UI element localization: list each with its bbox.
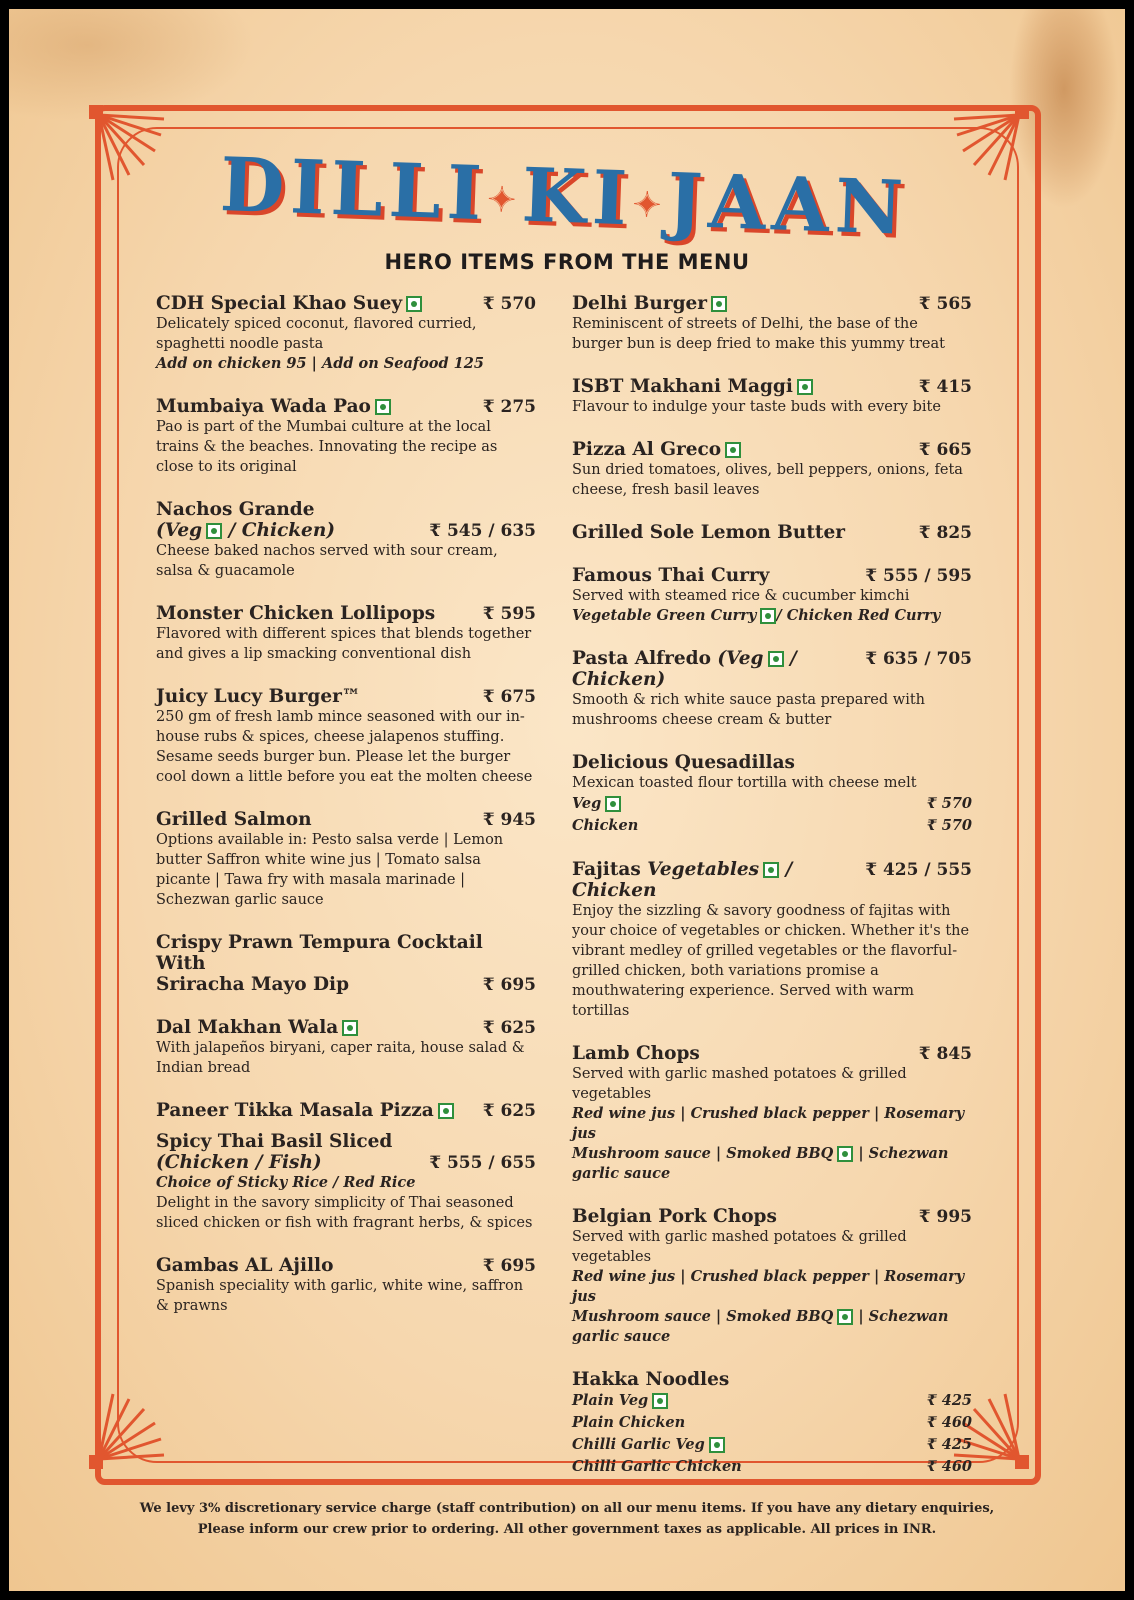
item-name: Juicy Lucy Burger™: [156, 686, 361, 707]
footer-line: We levy 3% discretionary service charge (staff contribution) on all our menu items. If you have any dietary enquiries,: [139, 1501, 995, 1516]
sunburst-icon: [949, 105, 1029, 185]
veg-icon: [438, 1103, 454, 1119]
item-price: ₹ 555 / 595: [865, 566, 972, 586]
left-column: [156, 293, 536, 1338]
item-variant: (Veg / Chicken): [156, 520, 336, 541]
veg-icon: [652, 1393, 668, 1409]
veg-icon: [768, 651, 784, 667]
item-price: ₹ 695: [482, 1256, 536, 1276]
veg-icon: [605, 796, 621, 812]
veg-icon: [709, 1437, 725, 1453]
item-name: Dal Makhan Wala: [156, 1017, 358, 1038]
item-price: ₹ 665: [918, 440, 972, 460]
item-description: Delicately spiced coconut, flavored curried, spaghetti noodle pasta: [156, 316, 477, 352]
item-price: ₹ 695: [482, 975, 536, 995]
sub-option: Plain Chicken ₹ 460: [572, 1412, 972, 1434]
item-description: Served with garlic mashed potatoes & grilled vegetables: [572, 1229, 907, 1265]
menu-item: [156, 932, 536, 995]
menu-item: [156, 686, 536, 787]
item-price: ₹ 635 / 705: [865, 649, 972, 669]
item-addons: Add on chicken 95 | Add on Seafood 125: [156, 355, 484, 372]
veg-icon: [725, 442, 741, 458]
item-description: With jalapeños biryani, caper raita, house salad & Indian bread: [156, 1040, 525, 1076]
sunburst-icon: [89, 105, 169, 185]
restaurant-logo: [218, 130, 911, 260]
item-name: Crispy Prawn Tempura Cocktail With: [156, 932, 483, 974]
sub-price: ₹ 570: [926, 817, 972, 834]
menu-item: [572, 293, 972, 354]
menu-item: [156, 499, 536, 581]
menu-item: [572, 648, 972, 730]
sub-option: Plain Veg ₹ 425: [572, 1390, 972, 1412]
item-name: Grilled Salmon: [156, 809, 312, 830]
item-name: Paneer Tikka Masala Pizza: [156, 1100, 454, 1121]
menu-item: [156, 1017, 536, 1078]
item-description: Flavored with different spices that blends together and gives a lip smacking conventional dish: [156, 626, 532, 662]
sub-price: ₹ 460: [926, 1458, 972, 1475]
item-description: 250 gm of fresh lamb mince seasoned with our in-house rubs & spices, cheese jalapenos stuffing. Sesame seeds burger bun. Please let the burger cool down a little before you eat the molten cheese: [156, 709, 533, 785]
item-options: Vegetable Green Curry / Chicken Red Curry: [572, 607, 941, 624]
item-options: Red wine jus | Crushed black pepper | Rosemary jus: [572, 1105, 965, 1142]
item-name: Pizza Al Greco: [572, 439, 741, 460]
veg-icon: [837, 1146, 853, 1162]
item-price: ₹ 825: [918, 523, 972, 543]
item-name: Hakka Noodles: [572, 1369, 730, 1390]
item-price: ₹ 995: [918, 1207, 972, 1227]
menu-item: [156, 1255, 536, 1316]
item-name: Famous Thai Curry: [572, 565, 770, 586]
menu-item: [156, 1131, 536, 1233]
menu-subtitle: HERO ITEMS FROM THE MENU: [384, 250, 750, 274]
sunburst-icon: [89, 1389, 169, 1469]
item-name: Fajitas Vegetables / Chicken: [572, 859, 793, 901]
item-name: Mumbaiya Wada Pao: [156, 396, 391, 417]
item-description: Options available in: Pesto salsa verde | Lemon butter Saffron white wine jus | Tomato salsa picante | Tawa fry with masala marinade | Schezwan garlic sauce: [156, 832, 504, 908]
item-options: Mushroom sauce | Smoked BBQ | Schezwan garlic sauce: [572, 1308, 949, 1345]
veg-icon: [797, 379, 813, 395]
item-name: CDH Special Khao Suey: [156, 293, 422, 314]
item-price: ₹ 565: [918, 294, 972, 314]
menu-item: [156, 396, 536, 477]
item-name: Grilled Sole Lemon Butter: [572, 522, 845, 543]
sub-option: Chilli Garlic Chicken ₹ 460: [572, 1456, 972, 1478]
item-description: Smooth & rich white sauce pasta prepared with mushrooms cheese cream & butter: [572, 692, 925, 728]
veg-icon: [711, 296, 727, 312]
footer-note: [0, 1498, 1134, 1540]
veg-icon: [206, 523, 222, 539]
item-name: Delicious Quesadillas: [572, 752, 795, 773]
item-description: Sun dried tomatoes, olives, bell peppers, onions, feta cheese, fresh basil leaves: [572, 462, 963, 498]
item-price: ₹ 555 / 655: [429, 1153, 536, 1173]
menu-item: [572, 1369, 972, 1478]
menu-item: [572, 522, 972, 543]
item-price: ₹ 545 / 635: [429, 521, 536, 541]
item-options: Red wine jus | Crushed black pepper | Rosemary jus: [572, 1268, 965, 1305]
sub-price: ₹ 570: [926, 795, 972, 812]
right-column: [572, 293, 972, 1500]
item-options: Choice of Sticky Rice / Red Rice: [156, 1174, 416, 1191]
menu-item: [572, 859, 972, 1021]
menu-item: [572, 439, 972, 500]
menu-item: [572, 752, 972, 837]
item-options: Mushroom sauce | Smoked BBQ | Schezwan garlic sauce: [572, 1145, 949, 1182]
item-name: Delhi Burger: [572, 293, 727, 314]
item-price: ₹ 595: [482, 604, 536, 624]
item-price: ₹ 675: [482, 687, 536, 707]
sub-option: Chicken ₹ 570: [572, 815, 972, 837]
item-variant: (Chicken / Fish): [156, 1152, 322, 1173]
item-price: ₹ 625: [482, 1101, 536, 1121]
item-name: Gambas AL Ajillo: [156, 1255, 334, 1276]
item-name: Spicy Thai Basil Sliced: [156, 1131, 393, 1152]
sub-price: ₹ 460: [926, 1414, 972, 1431]
veg-icon: [342, 1020, 358, 1036]
footer-line: Please inform our crew prior to ordering. All other government taxes as applicable. All prices in INR.: [197, 1522, 937, 1537]
veg-icon: [375, 399, 391, 415]
menu-item: [572, 376, 972, 417]
item-description: Delight in the savory simplicity of Thai seasoned sliced chicken or fish with fragrant herbs, & spices: [156, 1195, 533, 1231]
item-price: ₹ 425 / 555: [865, 860, 972, 880]
item-description: Mexican toasted flour tortilla with cheese melt: [572, 775, 917, 791]
menu-item: [156, 293, 536, 374]
menu-item: [156, 1100, 536, 1121]
menu-item: [572, 1206, 972, 1347]
item-description: Reminiscent of streets of Delhi, the base of the burger bun is deep fried to make this yummy treat: [572, 316, 945, 352]
restaurant-title: DILLI✦KI✦JAAN: [218, 142, 911, 252]
menu-item: [156, 603, 536, 664]
item-description: Cheese baked nachos served with sour cream, salsa & guacamole: [156, 543, 498, 579]
item-price: ₹ 275: [482, 397, 536, 417]
item-name: Nachos Grande: [156, 499, 315, 520]
sub-option: Chilli Garlic Veg ₹ 425: [572, 1434, 972, 1456]
sub-option: Veg ₹ 570: [572, 793, 972, 815]
veg-icon: [837, 1309, 853, 1325]
item-description: Served with garlic mashed potatoes & grilled vegetables: [572, 1066, 907, 1102]
sub-price: ₹ 425: [926, 1392, 972, 1409]
item-description: Enjoy the sizzling & savory goodness of fajitas with your choice of vegetables or chicken. Whether it's the vibrant medley of grilled vegetables or the flavorful-grilled chicken, both variations promise a mouthwatering experience. Served with warm tortillas: [572, 903, 970, 1019]
item-price: ₹ 415: [918, 377, 972, 397]
item-price: ₹ 945: [482, 810, 536, 830]
item-description: Served with steamed rice & cucumber kimchi: [572, 588, 910, 604]
item-price: ₹ 625: [482, 1018, 536, 1038]
item-name: ISBT Makhani Maggi: [572, 376, 813, 397]
veg-icon: [760, 608, 776, 624]
veg-icon: [406, 296, 422, 312]
item-description: Flavour to indulge your taste buds with every bite: [572, 399, 941, 415]
item-price: ₹ 845: [918, 1044, 972, 1064]
item-name: Lamb Chops: [572, 1043, 700, 1064]
item-description: Spanish speciality with garlic, white wine, saffron & prawns: [156, 1278, 524, 1314]
item-name: Monster Chicken Lollipops: [156, 603, 436, 624]
menu-item: [156, 809, 536, 910]
item-price: ₹ 570: [482, 294, 536, 314]
menu-item: [572, 565, 972, 626]
veg-icon: [763, 862, 779, 878]
menu-item: [572, 1043, 972, 1184]
item-name: Pasta Alfredo (Veg / Chicken): [572, 648, 797, 690]
item-description: Pao is part of the Mumbai culture at the local trains & the beaches. Innovating the recipe as close to its original: [156, 419, 498, 475]
sub-price: ₹ 425: [926, 1436, 972, 1453]
item-name-cont: Sriracha Mayo Dip: [156, 974, 350, 995]
item-name: Belgian Pork Chops: [572, 1206, 777, 1227]
